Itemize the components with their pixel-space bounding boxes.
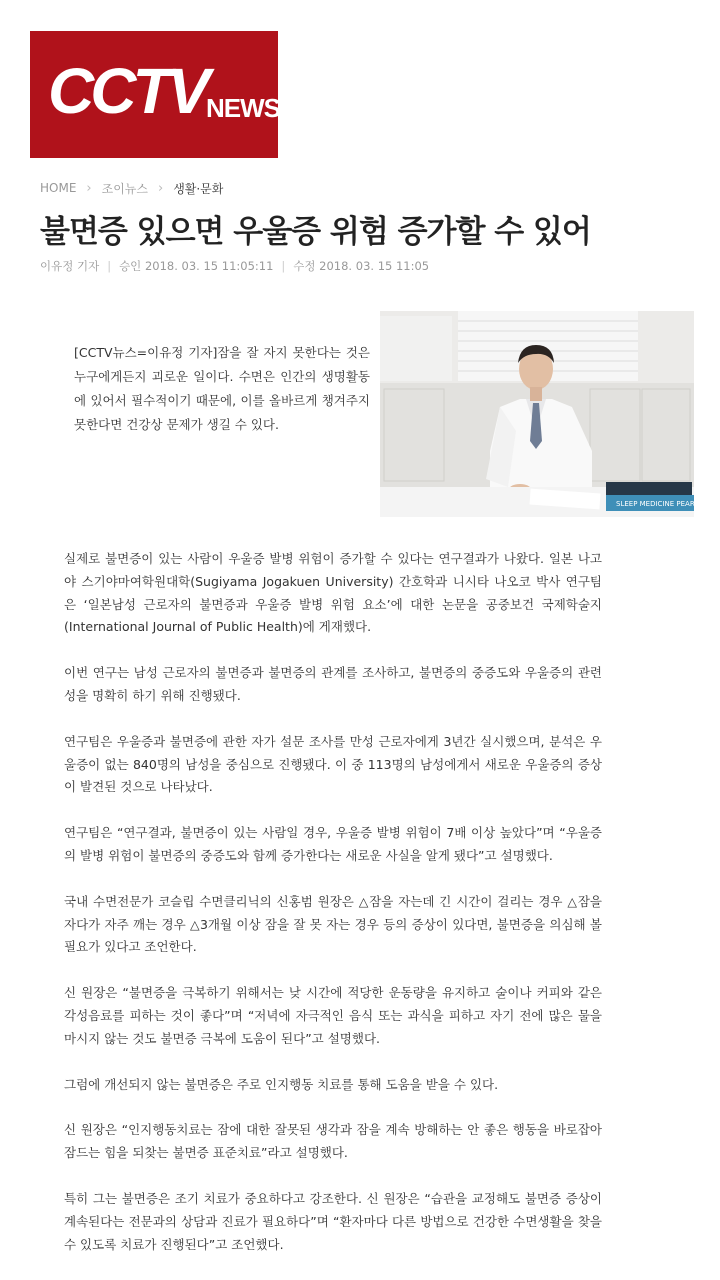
doctor-photo [380, 311, 704, 517]
meta-divider: | [107, 259, 112, 273]
logo-news-text: NEWS [206, 93, 280, 123]
article-body [64, 548, 602, 1279]
article-approved-date: 승인 2018. 03. 15 11:05:11 [119, 259, 274, 273]
article-title: 불면증 있으면 우울증 위험 증가할 수 있어 [40, 214, 591, 250]
book-spine-text: SLEEP MEDICINE PEARLS [616, 500, 704, 508]
meta-divider: | [281, 259, 286, 273]
article-meta [40, 258, 429, 274]
article-paragraph: 실제로 불면증이 있는 사람이 우울증 발병 위험이 증가할 수 있다는 연구결과가 나왔다. 일본 나고야 스기야마여학원대학(Sugiyama Jogakuen University) 간호학과 니시타 나오코 박사 연구팀은 ‘일본남성 근로자의 불면증과 우울증 발병 위험 요소’에 대한 논문을 공중보건 국제학술지(International Journal of Public Health)에 게재했다. [64, 551, 602, 635]
cctv-news-logo[interactable] [30, 31, 278, 158]
breadcrumb-category[interactable]: 생활·문화 [173, 181, 224, 196]
article-paragraph: 특히 그는 불면증은 조기 치료가 중요하다고 강조한다. 신 원장은 “습관을 교정해도 불면증 증상이 계속된다는 전문과의 상담과 진료가 필요하다”며 “환자마다 다른 방법으로 건강한 수면생활을 찾을 수 있도록 치료가 진행된다”고 조언했다. [64, 1190, 602, 1252]
chevron-right-icon: › [157, 180, 164, 196]
article-lead: [CCTV뉴스=이유정 기자]잠을 잘 자지 못한다는 것은 누구에게든지 괴로운 일이다. 수면은 인간의 생명활동에 있어서 필수적이기 때문에, 이를 올바르게 챙겨주지 못한다면 건강상 문제가 생길 수 있다. [74, 345, 370, 432]
logo-cctv-text: CCTV [48, 55, 207, 127]
article-author: 이유정 기자 [40, 259, 100, 273]
article-paragraph: 연구팀은 우울증과 불면증에 관한 자가 설문 조사를 만성 근로자에게 3년간 실시했으며, 분석은 우울증이 없는 840명의 남성을 중심으로 진행됐다. 이 중 113명의 남성에게서 새로운 우울증의 증상이 발견된 것으로 나타났다. [64, 733, 602, 795]
breadcrumb-home[interactable]: HOME [40, 181, 77, 195]
chevron-right-icon: › [86, 180, 92, 196]
breadcrumb-section[interactable]: 조이뉴스 [101, 181, 148, 196]
article-paragraph: 신 원장은 “인지행동치료는 잠에 대한 잘못된 생각과 잠을 계속 방해하는 안 좋은 행동을 바로잡아 잠드는 힘을 되찾는 불면증 표준치료”라고 설명했다. [64, 1122, 602, 1161]
article-paragraph: 국내 수면전문가 코슬립 수면클리닉의 신홍범 원장은 △잠을 자는데 긴 시간이 걸리는 경우 △잠을 자다가 자주 깨는 경우 △3개월 이상 잠을 잘 못 자는 경우 등의 증상이 있다면, 불면증을 의심해 볼 필요가 있다고 조언한다. [64, 893, 602, 955]
article-modified-date: 수정 2018. 03. 15 11:05 [293, 259, 430, 273]
article-paragraph: 그럼에 개선되지 않는 불면증은 주로 인지행동 치료를 통해 도움을 받을 수 있다. [64, 1076, 499, 1092]
article-paragraph: 신 원장은 “불면증을 극복하기 위해서는 낮 시간에 적당한 운동량을 유지하고 술이나 커피와 같은 각성음료를 피하는 것이 좋다”며 “저녁에 자극적인 음식 또는 과식을 피하고 자기 전에 많은 물을 마시지 않는 것도 불면증 극복에 도움이 된다”고 설명했다. [64, 985, 602, 1046]
article-paragraph: 연구팀은 “연구결과, 불면증이 있는 사람일 경우, 우울증 발병 위험이 7배 이상 높았다”며 “우울증의 발병 위험이 불면증의 중증도와 함께 증가한다는 새로운 사실을 알게 됐다”고 설명했다. [64, 825, 602, 863]
breadcrumb [40, 180, 223, 196]
article-paragraph: 이번 연구는 남성 근로자의 불면증과 불면증의 관계를 조사하고, 불면증의 중증도와 우울증의 관련성을 명확히 하기 위해 진행됐다. [64, 665, 602, 703]
